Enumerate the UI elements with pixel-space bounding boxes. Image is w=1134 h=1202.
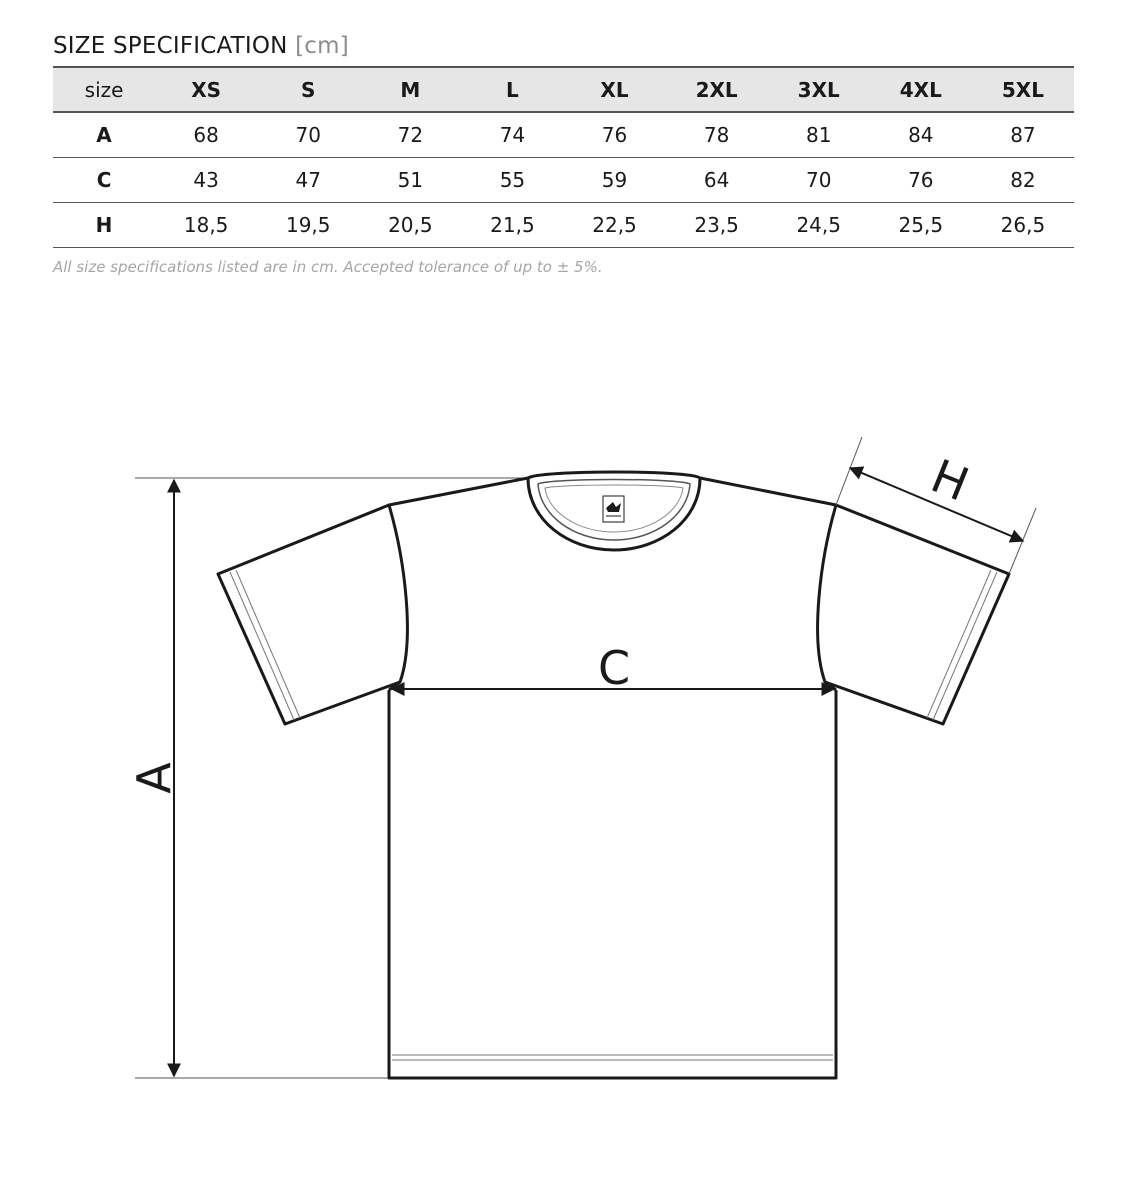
table-cell: 24,5 xyxy=(768,203,870,248)
table-cell: 55 xyxy=(461,158,563,203)
table-cell: 78 xyxy=(666,112,768,158)
table-cell: 74 xyxy=(461,112,563,158)
table-cell: 51 xyxy=(359,158,461,203)
tshirt-right-shoulder xyxy=(700,478,836,690)
neck-label-icon xyxy=(603,496,624,522)
header-cell: 5XL xyxy=(972,67,1074,112)
tshirt-outline xyxy=(218,472,1009,1078)
header-cell: S xyxy=(257,67,359,112)
dimension-a-label: A xyxy=(127,762,181,794)
right-sleeve-hem-stitch xyxy=(927,570,991,718)
right-sleeve-hem-stitch xyxy=(933,572,997,720)
left-sleeve-hem-stitch xyxy=(236,570,300,718)
table-cell: 22,5 xyxy=(563,203,665,248)
row-label: H xyxy=(53,203,155,248)
dimension-h-label: H xyxy=(923,448,977,512)
row-label: C xyxy=(53,158,155,203)
left-sleeve-hem-stitch xyxy=(230,572,294,720)
table-cell: 70 xyxy=(768,158,870,203)
tshirt-right-sleeve xyxy=(825,505,1009,724)
table-cell: 43 xyxy=(155,158,257,203)
table-cell: 20,5 xyxy=(359,203,461,248)
header-cell: L xyxy=(461,67,563,112)
table-cell: 23,5 xyxy=(666,203,768,248)
table-cell: 70 xyxy=(257,112,359,158)
header-cell: 4XL xyxy=(870,67,972,112)
table-cell: 82 xyxy=(972,158,1074,203)
table-cell: 19,5 xyxy=(257,203,359,248)
header-cell: 2XL xyxy=(666,67,768,112)
table-cell: 59 xyxy=(563,158,665,203)
header-cell: 3XL xyxy=(768,67,870,112)
header-cell: M xyxy=(359,67,461,112)
table-cell: 87 xyxy=(972,112,1074,158)
table-cell: 81 xyxy=(768,112,870,158)
tshirt-body xyxy=(389,690,836,1078)
table-cell: 26,5 xyxy=(972,203,1074,248)
table-cell: 47 xyxy=(257,158,359,203)
tshirt-left-sleeve xyxy=(218,505,400,724)
title-unit: [cm] xyxy=(295,33,349,59)
table-cell: 84 xyxy=(870,112,972,158)
table-cell: 21,5 xyxy=(461,203,563,248)
title-text: SIZE SPECIFICATION xyxy=(53,33,288,59)
table-cell: 18,5 xyxy=(155,203,257,248)
row-label: A xyxy=(53,112,155,158)
dimension-c-label: C xyxy=(597,641,631,695)
header-cell: size xyxy=(53,67,155,112)
table-cell: 25,5 xyxy=(870,203,972,248)
tshirt-left-shoulder xyxy=(389,478,528,690)
table-cell: 76 xyxy=(870,158,972,203)
header-cell: XS xyxy=(155,67,257,112)
table-cell: 68 xyxy=(155,112,257,158)
table-cell: 64 xyxy=(666,158,768,203)
tolerance-note: All size specifications listed are in cm. Accepted tolerance of up to ± 5%. xyxy=(53,258,603,276)
header-cell: XL xyxy=(563,67,665,112)
table-cell: 72 xyxy=(359,112,461,158)
table-cell: 76 xyxy=(563,112,665,158)
